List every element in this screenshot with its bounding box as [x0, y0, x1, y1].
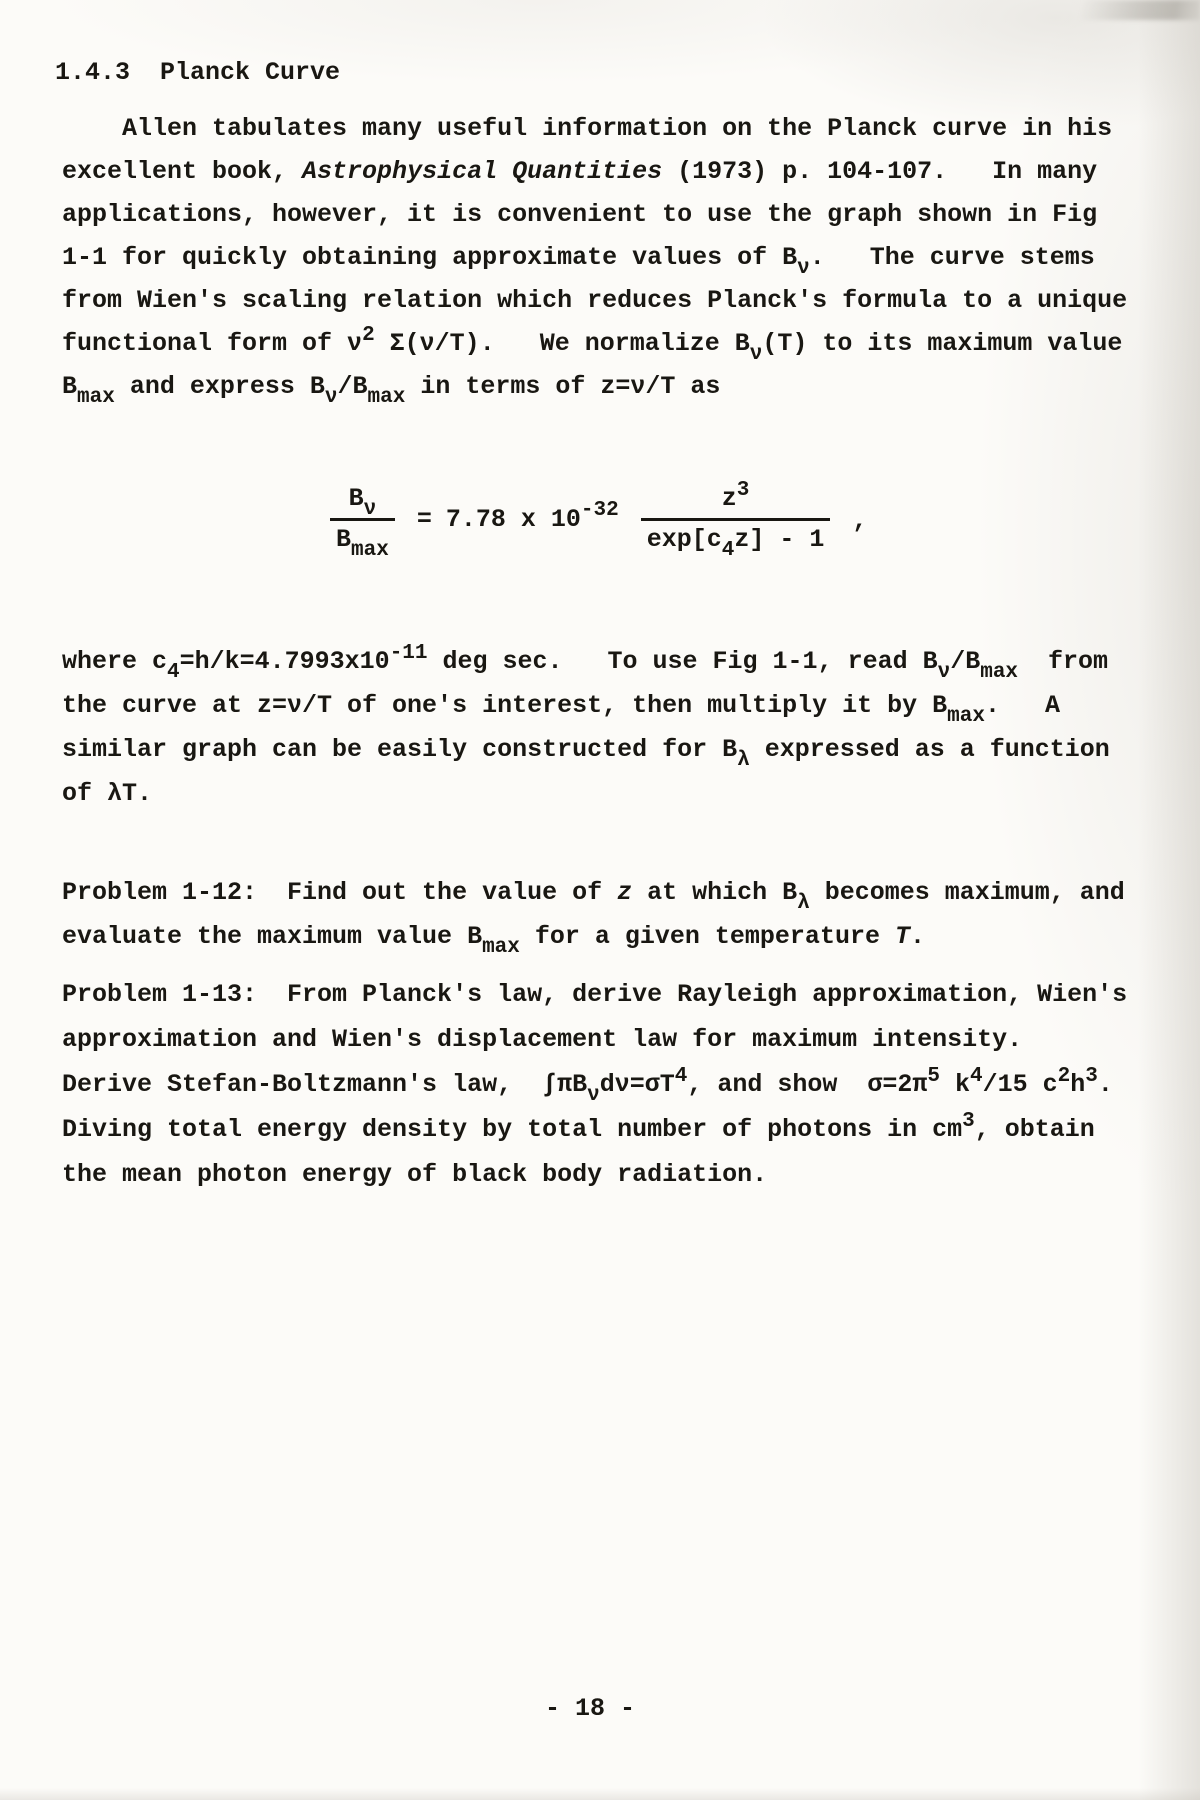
- equation-lhs-numerator: $B_\nu$: [348, 484, 377, 521]
- fraction-bar: [330, 518, 395, 521]
- equation-lhs-denominator: $B_{max}$: [336, 525, 389, 562]
- text-line: similar graph can be easily constructed for $B_\lambda$ expressed as a function: [62, 735, 1110, 772]
- text-line: Problem 1-12: Find out the value of z at which $B_\lambda$ becomes maximum, and: [62, 878, 1125, 915]
- text-line: Problem 1-13: From Planck's law, derive Rayleigh approximation, Wien's: [62, 980, 1128, 1009]
- text-line: 1-1 for quickly obtaining approximate values of $B_\nu$. The curve stems: [62, 243, 1095, 280]
- text-line: Derive Stefan-Boltzmann's law, $\int\pi B_\nu d\nu=\sigma T^4$, and show $\sigma=2\pi^5$ $k^4/15$ $c^2h^3$.: [62, 1064, 1113, 1107]
- page-number: - 18 -: [544, 1694, 635, 1723]
- scan-artifact-top-right: [1030, 0, 1200, 20]
- equation-rhs-denominator: $\exp[c_4z] - 1$: [646, 525, 825, 562]
- text-line: approximation and Wien's displacement law for maximum intensity.: [62, 1025, 1023, 1054]
- equation-coefficient: 7.78 x $10^{-32}$: [445, 499, 619, 534]
- equation-punctuation: ,: [852, 505, 868, 535]
- equation-rhs-numerator: $z^3$: [721, 478, 750, 513]
- text-line: Diving total energy density by total number of photons in $cm^3$, obtain: [62, 1109, 1095, 1144]
- equation-equals-sign: =: [416, 504, 432, 534]
- equation-lhs-fraction: [330, 483, 395, 562]
- text-line: Allen tabulates many useful information on the Planck curve in his: [62, 114, 1113, 143]
- section-heading: 1.4.3 Planck Curve: [55, 58, 341, 87]
- text-line: the curve at z=ν/T of one's interest, then multiply it by $B_{max}$. A: [62, 691, 1060, 728]
- text-line: evaluate the maximum value $B_{max}$ for a given temperature T.: [62, 922, 925, 959]
- text-line: where $c_4=h/k=4.7993x10^{-11}$ deg sec. To use Fig 1-1, read $B_\nu/B_{max}$ from: [62, 641, 1109, 684]
- text-line: applications, however, it is convenient to use the graph shown in Fig: [62, 200, 1098, 229]
- equation-rhs-fraction: [641, 478, 831, 562]
- text-line: from Wien's scaling relation which reduces Planck's formula to a unique: [62, 286, 1128, 315]
- scan-artifact-right-edge: [1138, 0, 1200, 1800]
- text-line: $B_{max}$ and express $B_\nu/B_{max}$ in terms of z=ν/T as: [62, 372, 721, 409]
- text-line: excellent book, Astrophysical Quantities (1973) p. 104-107. In many: [62, 157, 1098, 186]
- scan-artifact-bottom-edge: [0, 1788, 1200, 1800]
- text-line: the mean photon energy of black body radiation.: [62, 1160, 768, 1189]
- text-line: functional form of $\nu^2$ Σ(ν/T). We normalize $B_\nu(T)$ to its maximum value: [62, 323, 1123, 366]
- fraction-bar: [641, 518, 831, 521]
- text-line: of λT.: [62, 779, 153, 808]
- planck-normalized-equation: [330, 478, 868, 562]
